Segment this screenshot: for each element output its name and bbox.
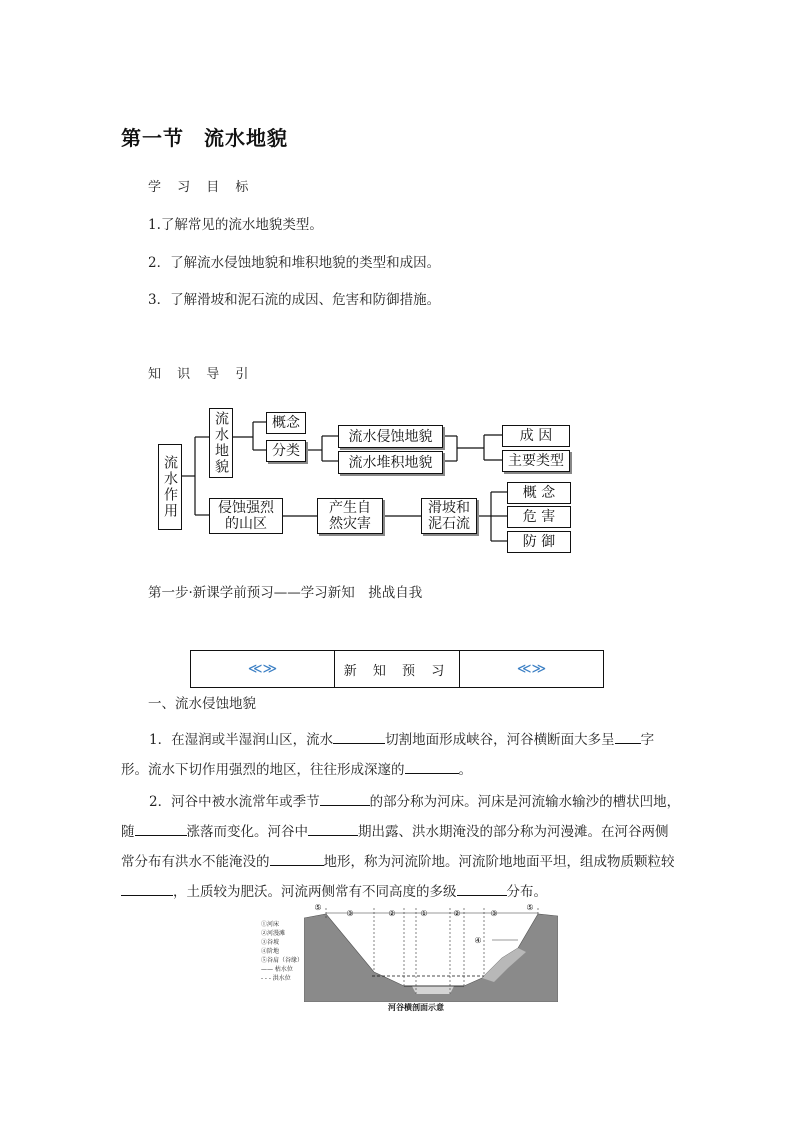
map-node-landslide: 滑坡和泥石流 xyxy=(421,498,477,534)
p1-text: 字形。流水下切作用强烈的地区，往往形成深邃的 xyxy=(121,732,655,778)
map-node-root: 流水作用 xyxy=(158,444,182,530)
objective-item: 3．了解滑坡和泥石流的成因、危害和防御措施。 xyxy=(148,292,441,308)
map-node-leaf-concept: 概 念 xyxy=(507,482,571,504)
section-number: 第一节 xyxy=(121,126,184,150)
paragraph-1 xyxy=(121,725,681,785)
mark-4: ④ xyxy=(474,936,482,945)
mark-3-right: ③ xyxy=(490,909,498,918)
banner-left-ornament-icon: ≪≫ xyxy=(247,661,278,677)
fill-blank[interactable] xyxy=(135,821,187,836)
banner-label: 新 知 预 习 xyxy=(334,651,460,687)
map-node-classify: 分类 xyxy=(266,440,306,462)
mark-5-left: ⑤ xyxy=(314,903,322,912)
map-node-cause: 成 因 xyxy=(502,425,570,447)
map-node-landform: 流水地貌 xyxy=(209,408,233,478)
fill-blank[interactable] xyxy=(270,851,324,866)
mark-2-right: ② xyxy=(453,909,461,918)
map-node-main-types: 主要类型 xyxy=(502,450,570,472)
fill-blank[interactable] xyxy=(457,881,507,896)
mark-2-left: ② xyxy=(388,909,396,918)
objectives-heading: 学 习 目 标 xyxy=(148,180,255,195)
step-title: 第一步·新课学前预习——学习新知 挑战自我 xyxy=(148,585,423,601)
fill-blank[interactable] xyxy=(121,881,173,896)
p1-text: 。 xyxy=(458,762,472,778)
fill-blank[interactable] xyxy=(333,729,385,744)
legend-item: ③谷坡 xyxy=(261,939,280,946)
p2-text: 的部分称为河床。河床是河流输水输沙的槽状凹地，随 xyxy=(121,794,681,840)
map-node-erosion: 流水侵蚀地貌 xyxy=(338,425,443,448)
paragraph-2 xyxy=(121,787,681,907)
guide-heading: 知 识 导 引 xyxy=(148,367,255,382)
p2-text: ，土质较为肥沃。河流两侧常有不同高度的多级 xyxy=(173,884,457,900)
legend-item: ⑤谷肩（谷缘） xyxy=(261,957,304,964)
figure-caption: 河谷横剖面示意 xyxy=(388,1002,444,1012)
fill-blank[interactable] xyxy=(615,729,641,744)
map-node-deposition: 流水堆积地貌 xyxy=(338,451,443,474)
p2-text: 期出露、洪水期淹没的部分称为河漫滩。在河谷两侧常分布有洪水不能淹没的 xyxy=(121,824,669,870)
legend-item: ①河床 xyxy=(261,921,280,928)
fill-blank[interactable] xyxy=(405,759,459,774)
preview-banner xyxy=(190,650,604,688)
map-node-harm: 危 害 xyxy=(507,506,571,528)
mark-1: ① xyxy=(420,909,428,918)
p1-text: 1．在湿润或半湿润山区，流水 xyxy=(149,732,334,748)
objective-item: 1.了解常见的流水地貌类型。 xyxy=(148,217,323,233)
p2-text: 分布。 xyxy=(506,884,547,900)
valley-diagram xyxy=(304,898,558,1002)
figure-legend xyxy=(261,920,303,983)
legend-item: —— 枯水位 xyxy=(261,966,293,973)
p2-text: 2．河谷中被水流常年或季节 xyxy=(149,794,320,810)
p1-text: 切割地面形成峡谷，河谷横断面大多呈 xyxy=(385,732,615,748)
map-node-concept: 概念 xyxy=(266,412,306,434)
legend-item: ④阶地 xyxy=(261,948,280,955)
p2-text: 涨落而变化。河谷中 xyxy=(186,824,308,840)
valley-figure xyxy=(258,898,558,1018)
banner-right-ornament-icon: ≪≫ xyxy=(516,661,547,677)
objective-item: 2．了解流水侵蚀地貌和堆积地貌的类型和成因。 xyxy=(148,255,441,271)
fill-blank[interactable] xyxy=(320,791,370,806)
legend-item: - - - 洪水位 xyxy=(261,975,291,982)
legend-item: ②河漫滩 xyxy=(261,930,286,937)
map-node-disaster: 产生自然灾害 xyxy=(317,498,383,534)
mark-5-right: ⑤ xyxy=(526,903,534,912)
fill-blank[interactable] xyxy=(308,821,358,836)
map-node-defense: 防 御 xyxy=(507,531,571,553)
section1-heading: 一、流水侵蚀地貌 xyxy=(148,696,256,712)
p2-text: 地形，称为河流阶地。河流阶地地面平坦，组成物质颗粒较 xyxy=(323,854,675,870)
section-topic: 流水地貌 xyxy=(204,126,288,150)
map-node-area: 侵蚀强烈的山区 xyxy=(209,498,283,534)
mark-3-left: ③ xyxy=(346,909,354,918)
